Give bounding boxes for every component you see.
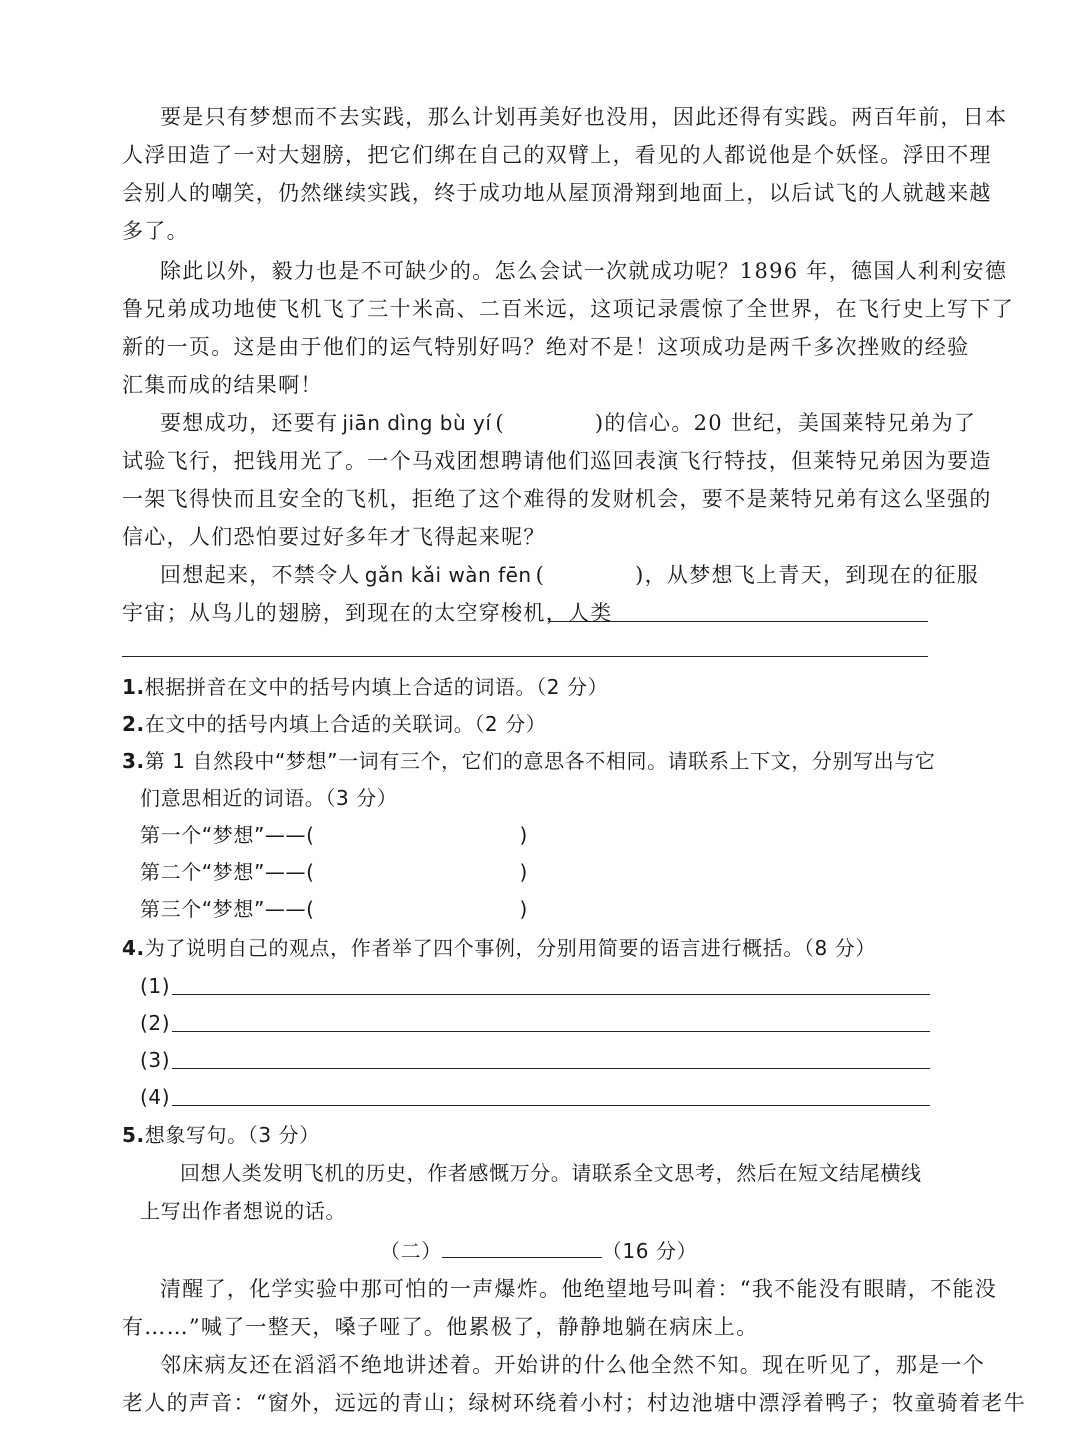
answer-line[interactable] — [172, 1068, 930, 1069]
text-segment: 回想起来，不禁令人 — [160, 563, 361, 587]
q4-item-label: (1) — [140, 974, 171, 998]
passage-line: 要是只有梦想而不去实践，那么计划再美好也没用，因此还得有实践。两百年前，日本 — [160, 105, 1008, 129]
q4-item-label: (3) — [140, 1048, 171, 1072]
question-text: 想象写句。（3 分） — [144, 1123, 320, 1147]
passage-line: 会别人的嘲笑，仍然继续实践，终于成功地从屋顶滑翔到地面上，以后试飞的人就越来越 — [122, 181, 992, 205]
passage-line: 人浮田造了一对大翅膀，把它们绑在自己的双臂上，看见的人都说他是个妖怪。浮田不理 — [122, 143, 992, 167]
question-4 — [122, 933, 876, 963]
answer-bracket[interactable]: ( ) — [306, 860, 528, 884]
answer-bracket[interactable]: ( ) — [495, 411, 605, 435]
q3-item-label: 第二个“梦想”—— — [140, 860, 307, 884]
question-5 — [122, 1120, 320, 1150]
question-text: 回想人类发明飞机的历史，作者感慨万分。请联系全文思考，然后在短文结尾横线 — [180, 1161, 922, 1185]
answer-bracket[interactable]: ( ) — [306, 897, 528, 921]
passage-line: 有……”喊了一整天，嗓子哑了。他累极了，静静地躺在病床上。 — [122, 1315, 759, 1339]
q3-item — [140, 894, 528, 924]
question-text: 上写出作者想说的话。 — [140, 1199, 346, 1223]
question-text: 根据拼音在文中的括号内填上合适的词语。（2 分） — [144, 675, 609, 699]
passage-line: 鲁兄弟成功地使飞机飞了三十米高、二百米远，这项记录震惊了全世界，在飞行史上写下了 — [122, 297, 1014, 321]
passage-line: 老人的声音：“窗外，远远的青山；绿树环绕着小村；村边池塘中漂浮着鸭子；牧童骑着老牛 — [122, 1391, 1027, 1415]
question-3 — [122, 746, 935, 776]
question-number: 1. — [122, 675, 145, 699]
question-2 — [122, 709, 546, 739]
answer-line[interactable] — [172, 994, 930, 995]
q3-item — [140, 857, 528, 887]
question-text: 们意思相近的词语。（3 分） — [140, 786, 398, 810]
q3-item-label: 第三个“梦想”—— — [140, 897, 307, 921]
answer-bracket[interactable]: ( ) — [306, 823, 528, 847]
question-1 — [122, 672, 608, 702]
passage-line: 试验飞行，把钱用光了。一个马戏团想聘请他们巡回表演飞行特技，但莱特兄弟因为要造 — [122, 449, 992, 473]
section-label: （二） — [380, 1239, 442, 1263]
passage-line: 信心，人们恐怕要过好多年才飞得起来呢？ — [122, 525, 546, 549]
q4-item-label: (4) — [140, 1085, 171, 1109]
passage-line: 多了。 — [122, 219, 189, 243]
pinyin-prompt: jiān dìng bù yí — [342, 411, 492, 435]
q4-item-label: (2) — [140, 1011, 171, 1035]
text-segment: 的信心。20 世纪，美国莱特兄弟为了 — [604, 411, 977, 435]
passage-line: 清醒了，化学实验中那可怕的一声爆炸。他绝望地号叫着：“我不能没有眼睛，不能没 — [160, 1277, 998, 1301]
answer-line[interactable] — [172, 1105, 930, 1106]
answer-line[interactable] — [172, 1031, 930, 1032]
question-text: 为了说明自己的观点，作者举了四个事例，分别用简要的语言进行概括。（8 分） — [144, 936, 876, 960]
passage-line: 汇集而成的结果啊！ — [122, 373, 323, 397]
text-segment: 要想成功，还要有 — [160, 411, 339, 435]
pinyin-prompt: gǎn kǎi wàn fēn — [364, 563, 532, 587]
passage-line: 一架飞得快而且安全的飞机，拒绝了这个难得的发财机会，要不是莱特兄弟有这么坚强的 — [122, 487, 992, 511]
passage-line: 新的一页。这是由于他们的运气特别好吗？绝对不是！这项成功是两千多次挫败的经验 — [122, 335, 970, 359]
question-number: 4. — [122, 936, 145, 960]
question-number: 5. — [122, 1123, 145, 1147]
q3-item-label: 第一个“梦想”—— — [140, 823, 307, 847]
passage-line-with-pinyin — [160, 408, 976, 438]
answer-line[interactable] — [548, 621, 928, 622]
passage-line: 宇宙；从鸟儿的翅膀，到现在的太空穿梭机，人类 — [122, 601, 613, 625]
passage-line: 邻床病友还在滔滔不绝地讲述着。开始讲的什么他全然不知。现在听见了，那是一个 — [160, 1353, 986, 1377]
question-text: 第 1 自然段中“梦想”一词有三个，它们的意思各不相同。请联系上下文，分别写出与它 — [144, 749, 936, 773]
answer-bracket[interactable]: ( ) — [535, 563, 645, 587]
q3-item — [140, 820, 528, 850]
question-number: 3. — [122, 749, 145, 773]
passage-line-with-pinyin — [160, 560, 979, 590]
answer-line[interactable] — [122, 656, 928, 657]
question-number: 2. — [122, 712, 145, 736]
title-blank[interactable] — [442, 1235, 602, 1258]
passage-line: 除此以外，毅力也是不可缺少的。怎么会试一次就成功呢？1896 年，德国人利利安德 — [160, 259, 1008, 283]
section-score: （16 分） — [601, 1239, 698, 1263]
section-heading — [380, 1235, 697, 1266]
question-text: 在文中的括号内填上合适的关联词。（2 分） — [144, 712, 547, 736]
text-segment: ，从梦想飞上青天，到现在的征服 — [644, 563, 980, 587]
